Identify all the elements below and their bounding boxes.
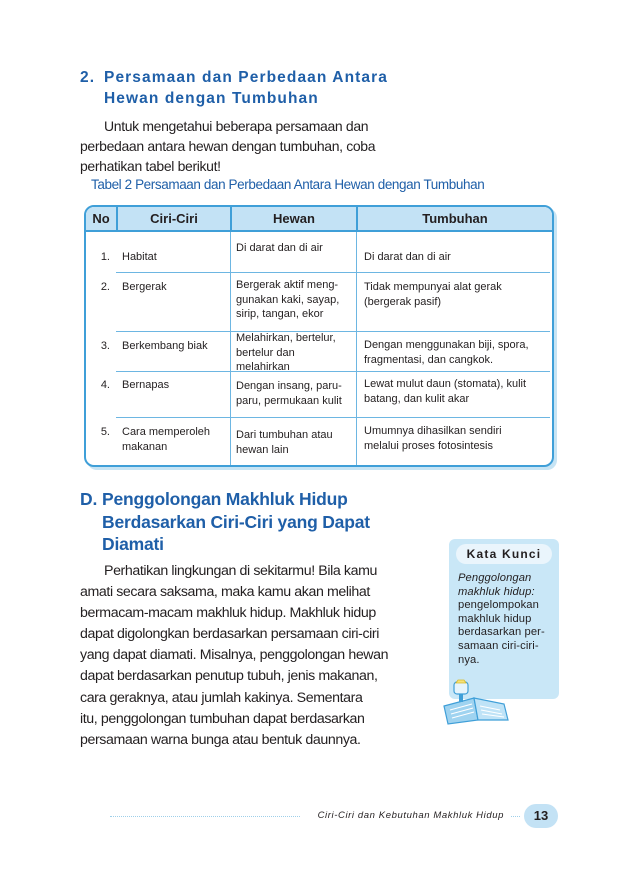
section-d-body — [80, 561, 426, 751]
hewan-line: Bergerak aktif meng- — [236, 279, 339, 291]
row-4-hewan — [236, 379, 342, 408]
body-line: amati secara saksama, maka kamu akan melihat — [80, 584, 370, 601]
row-5-hewan — [236, 428, 333, 457]
row-5-ciri — [122, 425, 210, 454]
term-line: Penggolongan — [458, 572, 532, 584]
tumbuhan-line: (bergerak pasif) — [364, 295, 442, 308]
kata-kunci-title: Kata Kunci — [456, 544, 552, 564]
row-1-no: 1. — [100, 251, 110, 263]
hewan-line: gunakan kaki, sayap, — [236, 293, 340, 306]
body-line — [80, 561, 426, 582]
body-line: itu, penggolongan tumbuhan dapat berdasarkan — [80, 710, 365, 727]
header-ciri: Ciri-Ciri — [150, 211, 198, 226]
tumbuhan-line: Lewat mulut daun (stomata), kulit — [364, 378, 527, 390]
definition-line: makhluk hidup — [458, 612, 532, 625]
body-line: bermacam-macam makhluk hidup. Makhluk hidup — [80, 605, 376, 622]
row-5-no: 5. — [100, 426, 110, 438]
table-header — [86, 207, 552, 232]
tumbuhan-line: Tidak mempunyai alat gerak — [364, 281, 502, 293]
title-line-3: Diamati — [102, 534, 164, 554]
row-4-ciri: Bernapas — [122, 379, 170, 391]
hewan-line: paru, permukaan kulit — [236, 394, 342, 407]
ciri-line: makanan — [122, 440, 168, 453]
term-line: makhluk hidup: — [458, 585, 535, 598]
page-number: 13 — [524, 804, 558, 828]
row-3-ciri: Berkembang biak — [122, 340, 208, 352]
header-tumbuhan: Tumbuhan — [422, 211, 488, 226]
row-2-tumbuhan — [364, 280, 502, 309]
body-line: dapat digolongkan berdasarkan persamaan ciri-ciri — [80, 626, 380, 643]
section-d-title — [80, 488, 420, 556]
row-1-tumbuhan: Di darat dan di air — [364, 251, 451, 263]
row-4-no: 4. — [100, 379, 110, 391]
row-3-hewan — [236, 331, 336, 375]
row-2-hewan — [236, 278, 339, 322]
header-no: No — [92, 211, 110, 226]
row-1-hewan: Di darat dan di air — [236, 242, 323, 254]
hewan-line: Dari tumbuhan atau — [236, 429, 333, 441]
row-3-no: 3. — [100, 340, 110, 352]
definition-line: samaan ciri-ciri- — [458, 639, 539, 652]
body-line: cara geraknya, atau jumlah kakinya. Sementara — [80, 689, 363, 706]
kata-kunci-content — [458, 572, 558, 667]
tumbuhan-line: Umumnya dihasilkan sendiri — [364, 425, 502, 437]
intro-text-1: Untuk mengetahui beberapa persamaan dan — [104, 118, 369, 134]
column-separator — [356, 232, 357, 465]
body-line: yang dapat diamati. Misalnya, penggolongan hewan — [80, 647, 389, 664]
hewan-line: Melahirkan, bertelur, — [236, 332, 336, 344]
definition-line: nya. — [458, 653, 480, 666]
row-2-ciri: Bergerak — [122, 281, 167, 293]
section-2-title — [80, 67, 410, 109]
row-4-tumbuhan — [364, 377, 526, 406]
running-title: Ciri-Ciri dan Kebutuhan Makhluk Hidup — [300, 810, 510, 821]
title-line-2: Berdasarkan Ciri-Ciri yang Dapat — [102, 511, 370, 532]
tumbuhan-line: Dengan menggunakan biji, spora, — [364, 339, 529, 351]
hewan-line: hewan lain — [236, 443, 289, 456]
title-line-2: Hewan dengan Tumbuhan — [104, 90, 319, 107]
section-letter: D. — [80, 489, 98, 509]
intro-line-3: perhatikan tabel berikut! — [80, 158, 221, 174]
definition-line: berdasarkan per- — [458, 626, 545, 639]
title-line-1: Persamaan dan Perbedaan Antara — [104, 69, 388, 86]
body-text: Perhatikan lingkungan di sekitarmu! Bila kamu — [104, 563, 377, 579]
title-line-1: Penggolongan Makhluk Hidup — [102, 489, 348, 509]
body-line: dapat berdasarkan penutup tubuh, jenis makanan, — [80, 668, 378, 685]
row-1-ciri: Habitat — [122, 251, 157, 263]
intro-line-1 — [80, 116, 368, 137]
tumbuhan-line: melalui proses fotosintesis — [364, 439, 494, 452]
ciri-line: Cara memperoleh — [122, 426, 211, 438]
table-caption: Tabel 2 Persamaan dan Perbedaan Antara Hewan dengan Tumbuhan — [91, 177, 485, 192]
row-separator — [116, 417, 550, 418]
comparison-table — [84, 205, 554, 467]
open-book-icon — [436, 676, 516, 726]
row-separator — [116, 272, 550, 273]
tumbuhan-line: fragmentasi, dan cangkok. — [364, 353, 494, 366]
section-number: 2. — [80, 69, 96, 86]
column-separator — [230, 232, 231, 465]
row-5-tumbuhan — [364, 424, 502, 453]
hewan-line: sirip, tangan, ekor — [236, 308, 324, 320]
row-2-no: 2. — [100, 281, 110, 293]
tumbuhan-line: batang, dan kulit akar — [364, 392, 470, 405]
definition-line: pengelompokan — [458, 599, 539, 612]
hewan-line: bertelur dan — [236, 346, 295, 359]
hewan-line: Dengan insang, paru- — [236, 380, 342, 392]
row-3-tumbuhan — [364, 338, 529, 367]
body-line: persamaan warna bunga atau bentuk daunnya. — [80, 731, 361, 748]
header-hewan: Hewan — [273, 211, 315, 226]
hewan-line: melahirkan — [236, 361, 290, 373]
intro-line-2: perbedaan antara hewan dengan tumbuhan, coba — [80, 138, 376, 154]
